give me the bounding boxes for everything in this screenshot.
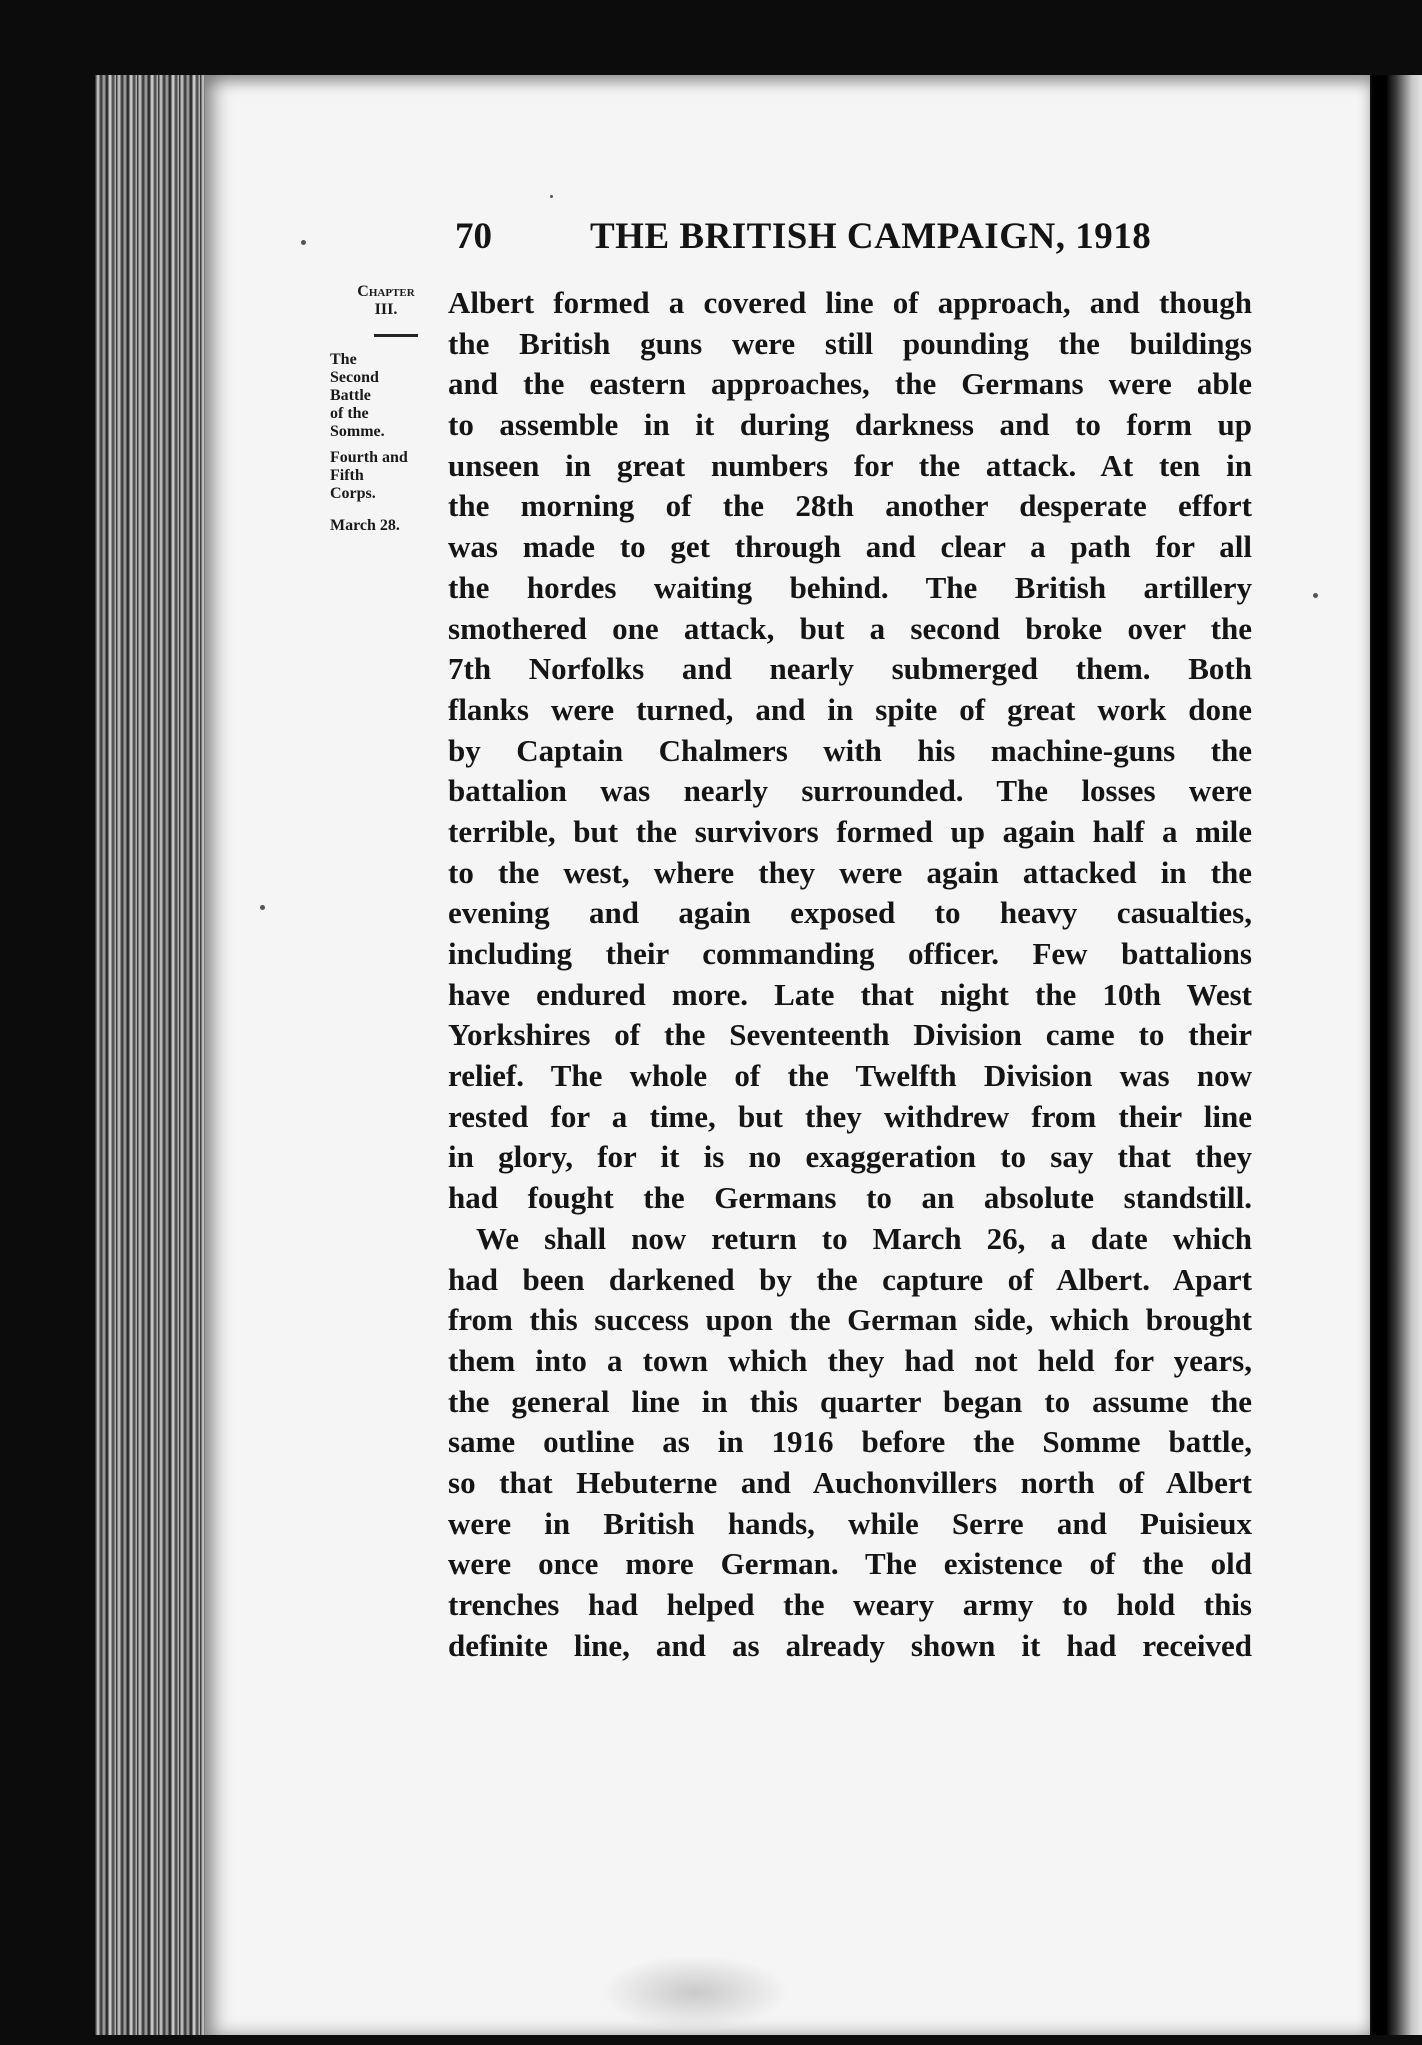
- section-note-line: The: [330, 351, 357, 368]
- paragraph-1: [448, 283, 1252, 1219]
- text-line: the general line in this quarter began to assume the: [448, 1383, 1252, 1419]
- text-line: rested for a time, but they withdrew from their line: [448, 1098, 1252, 1134]
- text-line: Albert formed a covered line of approach, and though: [448, 285, 1252, 320]
- ink-speck: [550, 195, 553, 198]
- corps-note-line: Corps.: [330, 485, 376, 502]
- text-line: battalion was nearly surrounded. The losses were: [448, 773, 1252, 809]
- page-smudge: [600, 1955, 790, 2030]
- page-number: 70: [455, 216, 492, 257]
- section-note-line: Somme.: [330, 423, 385, 440]
- body-text: [448, 283, 1252, 1666]
- facing-page-edge: [1372, 75, 1422, 2035]
- ink-speck: [260, 905, 265, 910]
- corps-note-line: Fifth: [330, 467, 364, 484]
- date-note: March 28.: [330, 517, 400, 534]
- book-binding: [95, 75, 210, 2035]
- margin-notes: [330, 283, 458, 535]
- text-line: the hordes waiting behind. The British artillery: [448, 569, 1252, 605]
- text-line: evening and again exposed to heavy casualties,: [448, 895, 1252, 931]
- text-line: by Captain Chalmers with his machine-guns the: [448, 732, 1252, 768]
- text-line: so that Hebuterne and Auchonvillers north of Albert: [448, 1464, 1252, 1500]
- section-note-line: Battle: [330, 387, 371, 404]
- text-line: were once more German. The existence of the old: [448, 1546, 1252, 1582]
- section-note: [330, 351, 458, 441]
- text-line: from this success upon the German side, which brought: [448, 1302, 1252, 1338]
- text-line: 7th Norfolks and nearly submerged them. Both: [448, 651, 1252, 687]
- corps-note-line: Fourth and: [330, 449, 408, 466]
- text-line: was made to get through and clear a path for all: [448, 529, 1252, 565]
- text-line: flanks were turned, and in spite of great work done: [448, 691, 1252, 727]
- corps-note: [330, 449, 458, 503]
- chapter-number: III.: [374, 301, 398, 318]
- text-line: were in British hands, while Serre and Puisieux: [448, 1505, 1252, 1541]
- text-line: definite line, and as already shown it had received: [448, 1627, 1252, 1663]
- margin-rule: [374, 334, 418, 337]
- section-note-line: of the: [330, 405, 369, 422]
- text-line: the morning of the 28th another desperate effort: [448, 488, 1252, 524]
- text-line: to the west, where they were again attacked in the: [448, 854, 1252, 890]
- ink-speck: [301, 240, 306, 245]
- text-line: to assemble in it during darkness and to form up: [448, 407, 1252, 443]
- text-line: including their commanding officer. Few battalions: [448, 936, 1252, 971]
- text-line: Yorkshires of the Seventeenth Division came to their: [448, 1017, 1252, 1053]
- text-line: and the eastern approaches, the Germans were able: [448, 366, 1252, 402]
- ink-speck: [1313, 593, 1318, 598]
- text-line: trenches had helped the weary army to hold this: [448, 1587, 1252, 1622]
- text-line: same outline as in 1916 before the Somme battle,: [448, 1424, 1252, 1460]
- text-line: smothered one attack, but a second broke over the: [448, 610, 1252, 646]
- text-line: had fought the Germans to an absolute standstill.: [448, 1180, 1252, 1216]
- text-line: unseen in great numbers for the attack. At ten in: [448, 447, 1252, 483]
- text-line: relief. The whole of the Twelfth Division was now: [448, 1058, 1252, 1094]
- text-line: the British guns were still pounding the buildings: [448, 325, 1252, 361]
- text-line: in glory, for it is no exaggeration to say that they: [448, 1139, 1252, 1175]
- chapter-label: Chapter: [357, 283, 415, 300]
- running-head: THE BRITISH CAMPAIGN, 1918: [590, 216, 1152, 257]
- text-line: We shall now return to March 26, a date which: [476, 1220, 1252, 1256]
- text-line: terrible, but the survivors formed up again half a mile: [448, 813, 1252, 849]
- text-line: have endured more. Late that night the 10th West: [448, 976, 1252, 1012]
- text-line: them into a town which they had not held for years,: [448, 1342, 1252, 1378]
- paragraph-2: [448, 1219, 1252, 1667]
- section-note-line: Second: [330, 369, 379, 386]
- text-line: had been darkened by the capture of Albert. Apart: [448, 1261, 1252, 1297]
